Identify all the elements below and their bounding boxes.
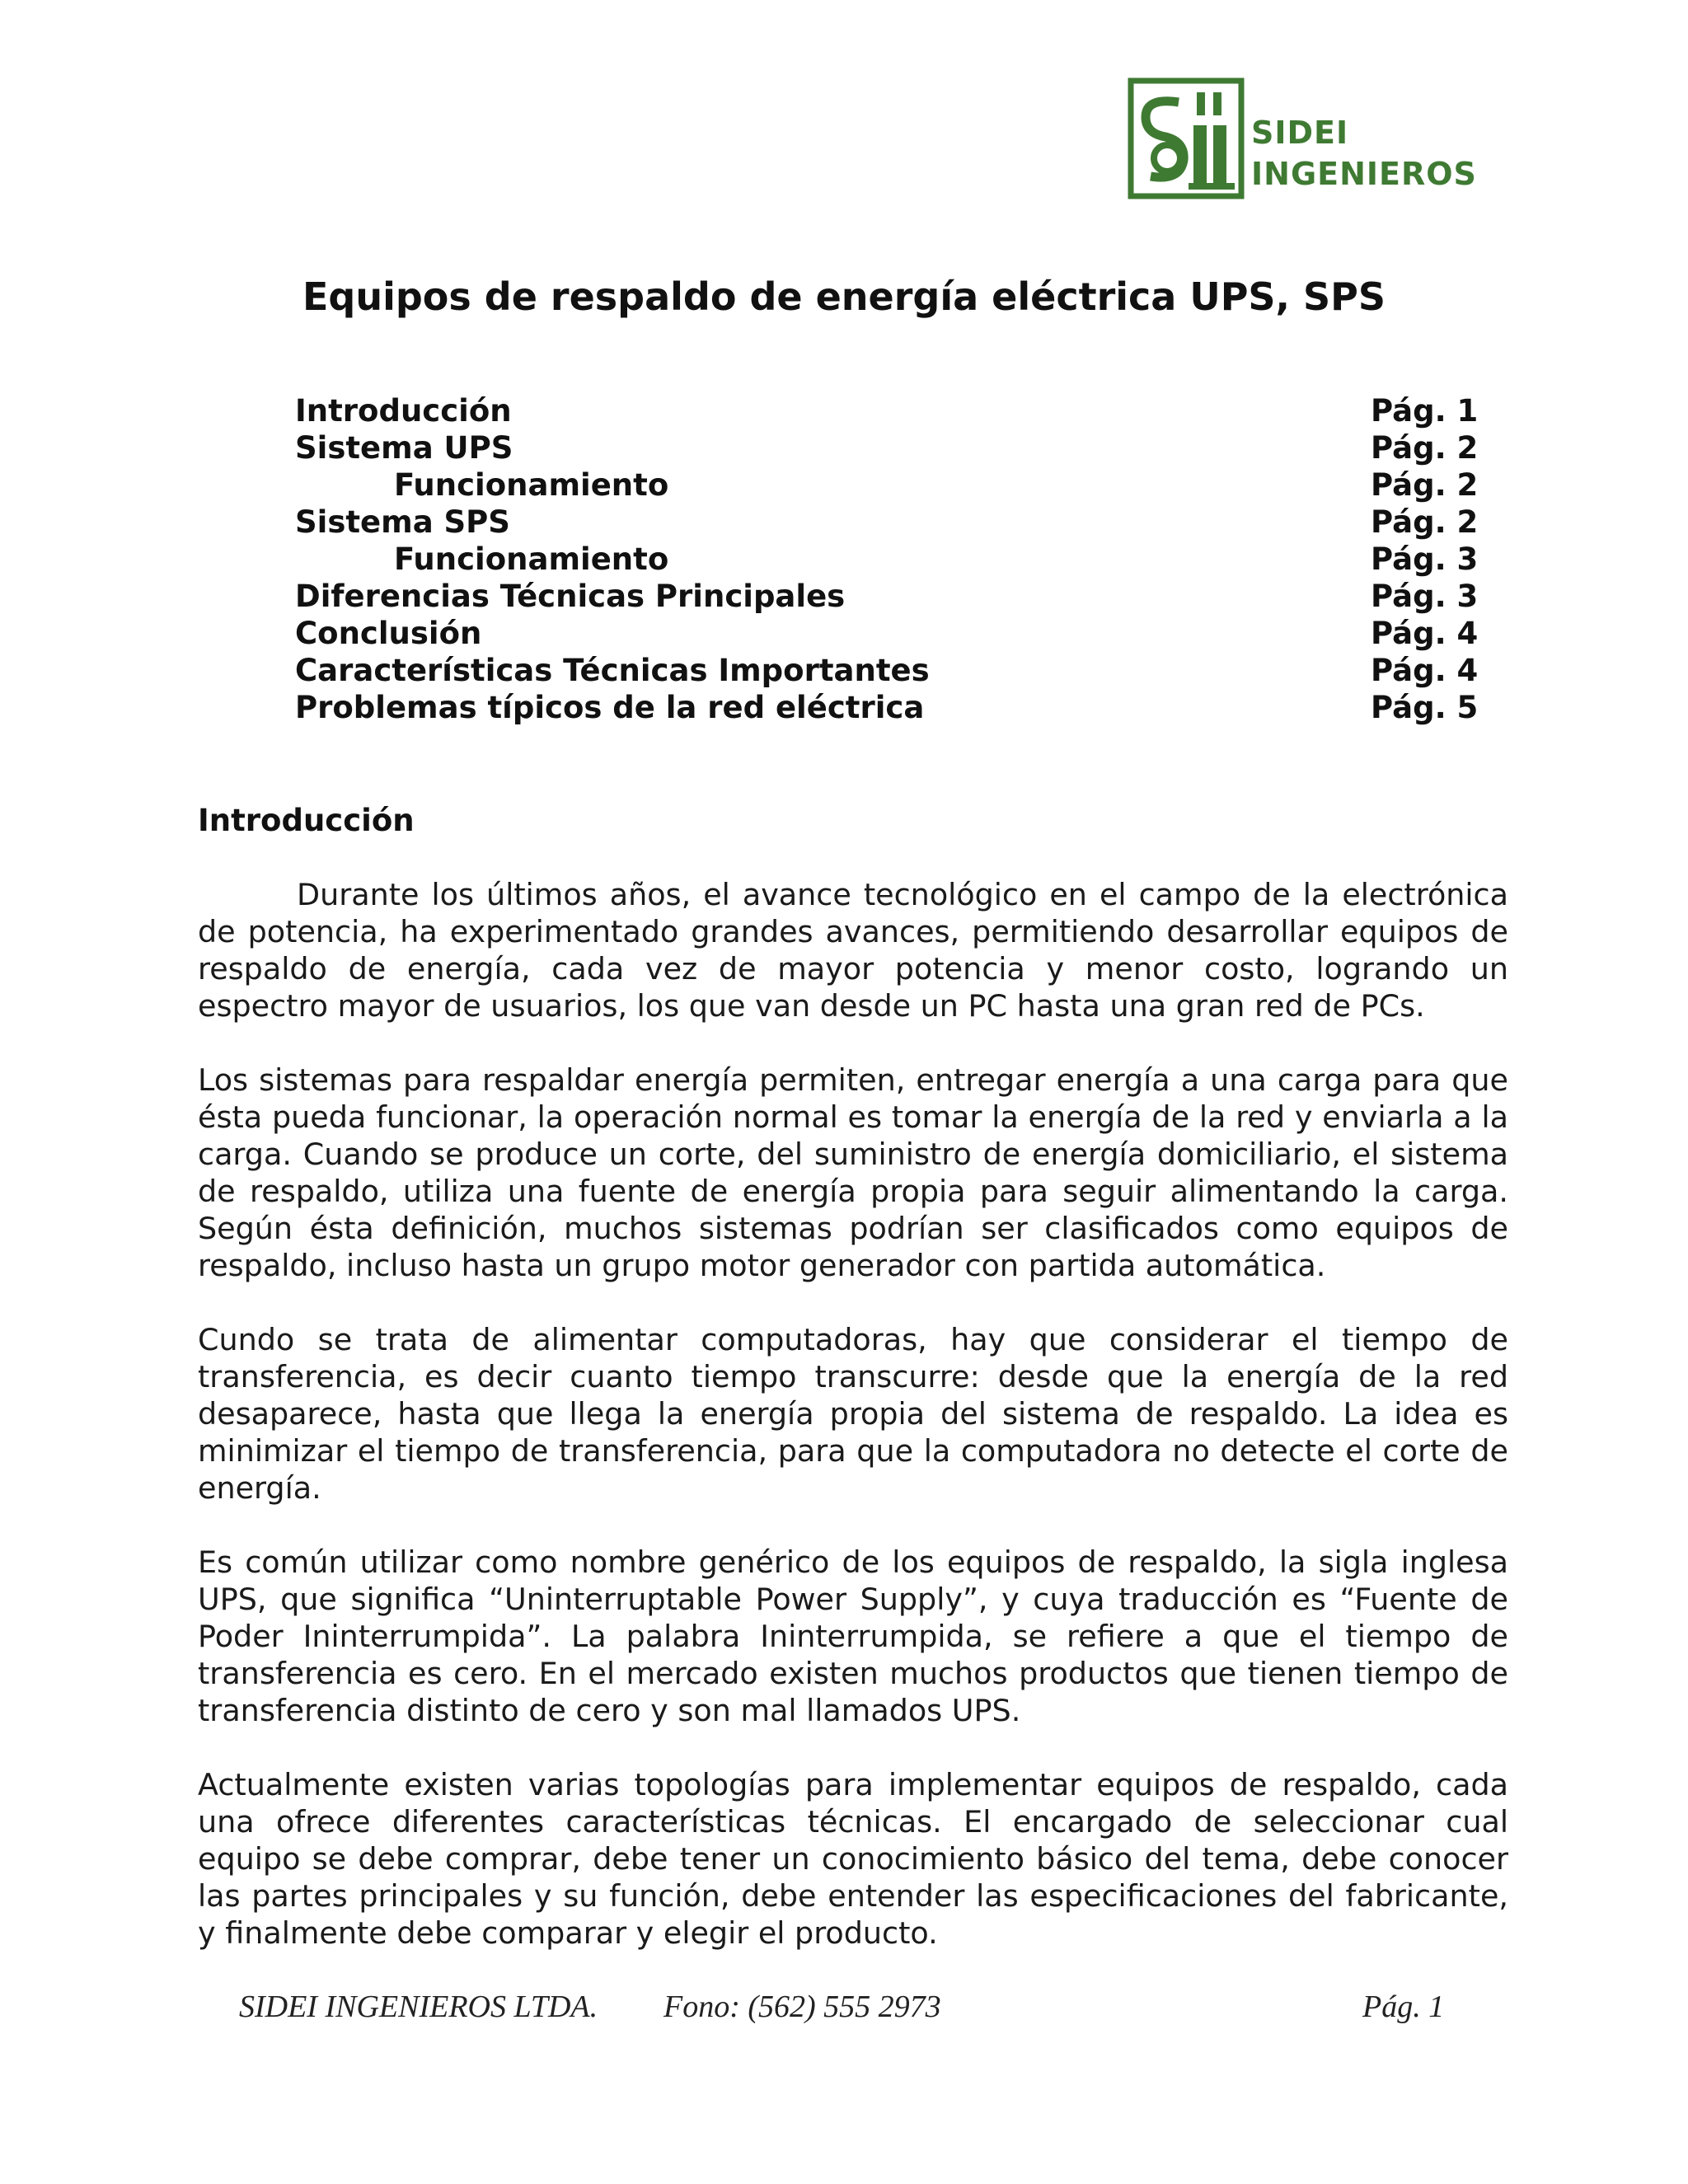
toc-page: Pág. 4 bbox=[1371, 653, 1479, 688]
toc-page: Pág. 3 bbox=[1371, 541, 1479, 577]
toc-page: Pág. 2 bbox=[1371, 430, 1479, 466]
toc-label: Problemas típicos de la red eléctrica bbox=[295, 690, 925, 725]
toc-page: Pág. 4 bbox=[1371, 616, 1479, 651]
toc-label: Diferencias Técnicas Principales bbox=[295, 579, 846, 614]
body-paragraph: Es común utilizar como nombre genérico de los equipos de respaldo, la sigla inglesa UPS, que significa “Uninterruptable Power Supply”, y cuya traducción es “Fuente de Poder Ininterrumpida”. La palabra Ininterrumpida, se refiere a que el tiempo de transferencia es cero. En el mercado existen muchos productos que tienen tiempo de transferencia distinto de cero y son mal llamados UPS. bbox=[198, 1544, 1508, 1728]
toc-label: Sistema SPS bbox=[295, 504, 510, 540]
body-paragraph: Los sistemas para respaldar energía permiten, entregar energía a una carga para que ésta pueda funcionar, la operación normal es tomar la energía de la red y enviarla a la carga. Cuando se produce un corte, del suministro de energía domiciliario, el sistema de respaldo, utiliza una fuente de energía propia para seguir alimentando la carga. Según ésta definición, muchos sistemas podrían ser clasificados como equipos de respaldo, incluso hasta un grupo motor generador con partida automática. bbox=[198, 1062, 1508, 1283]
section-body bbox=[198, 876, 1508, 1989]
toc-row[interactable] bbox=[295, 541, 1478, 578]
toc-row[interactable] bbox=[295, 578, 1478, 615]
table-of-contents bbox=[295, 392, 1478, 726]
toc-page: Pág. 5 bbox=[1371, 690, 1479, 725]
body-paragraph: Durante los últimos años, el avance tecnológico en el campo de la electrónica de potencia, ha experimentado grandes avances, permitiendo desarrollar equipos de respaldo de energía, cada vez de mayor potencia y menor costo, logrando un espectro mayor de usuarios, los que van desde un PC hasta una gran red de PCs. bbox=[198, 877, 1508, 1024]
body-paragraph: Actualmente existen varias topologías para implementar equipos de respaldo, cada una ofrece diferentes características técnicas. El encargado de seleccionar cual equipo se debe comprar, debe tener un conocimiento básico del tema, debe conocer las partes principales y su función, debe entender las especificaciones del fabricante, y finalmente debe comparar y elegir el producto. bbox=[198, 1767, 1508, 1951]
toc-row[interactable] bbox=[295, 429, 1478, 466]
toc-page: Pág. 2 bbox=[1371, 504, 1479, 540]
toc-label: Características Técnicas Importantes bbox=[295, 653, 930, 688]
toc-label: Conclusión bbox=[295, 616, 482, 651]
toc-label: Sistema UPS bbox=[295, 430, 513, 466]
footer-page-number: Pág. 1 bbox=[1362, 1990, 1445, 2024]
toc-row[interactable] bbox=[295, 615, 1478, 652]
toc-label: Funcionamiento bbox=[394, 467, 669, 503]
document-title: Equipos de respaldo de energía eléctrica UPS, SPS bbox=[302, 274, 1386, 319]
toc-page: Pág. 3 bbox=[1371, 579, 1479, 614]
company-logo bbox=[1128, 77, 1498, 201]
toc-row[interactable] bbox=[295, 689, 1478, 726]
footer-phone: Fono: (562) 555 2973 bbox=[663, 1990, 941, 2024]
sidei-logo-mark bbox=[1128, 77, 1245, 199]
toc-label: Funcionamiento bbox=[394, 541, 669, 577]
logo-line-2: INGENIEROS bbox=[1251, 156, 1477, 192]
page-footer bbox=[0, 1986, 1688, 2027]
toc-page: Pág. 2 bbox=[1371, 467, 1479, 503]
toc-page: Pág. 1 bbox=[1371, 393, 1479, 429]
section-heading-introduccion: Introducción bbox=[198, 803, 415, 838]
toc-row[interactable] bbox=[295, 466, 1478, 504]
logo-line-1: SIDEI bbox=[1251, 115, 1349, 151]
body-paragraph: Cundo se trata de alimentar computadoras, hay que considerar el tiempo de transferencia, es decir cuanto tiempo transcurre: desde que la energía de la red desaparece, hasta que llega la energía propia del sistema de respaldo. La idea es minimizar el tiempo de transferencia, para que la computadora no detecte el corte de energía. bbox=[198, 1322, 1508, 1506]
toc-label: Introducción bbox=[295, 393, 512, 429]
toc-row[interactable] bbox=[295, 392, 1478, 429]
toc-row[interactable] bbox=[295, 652, 1478, 689]
footer-company: SIDEI INGENIEROS LTDA. bbox=[239, 1990, 598, 2024]
toc-row[interactable] bbox=[295, 504, 1478, 541]
